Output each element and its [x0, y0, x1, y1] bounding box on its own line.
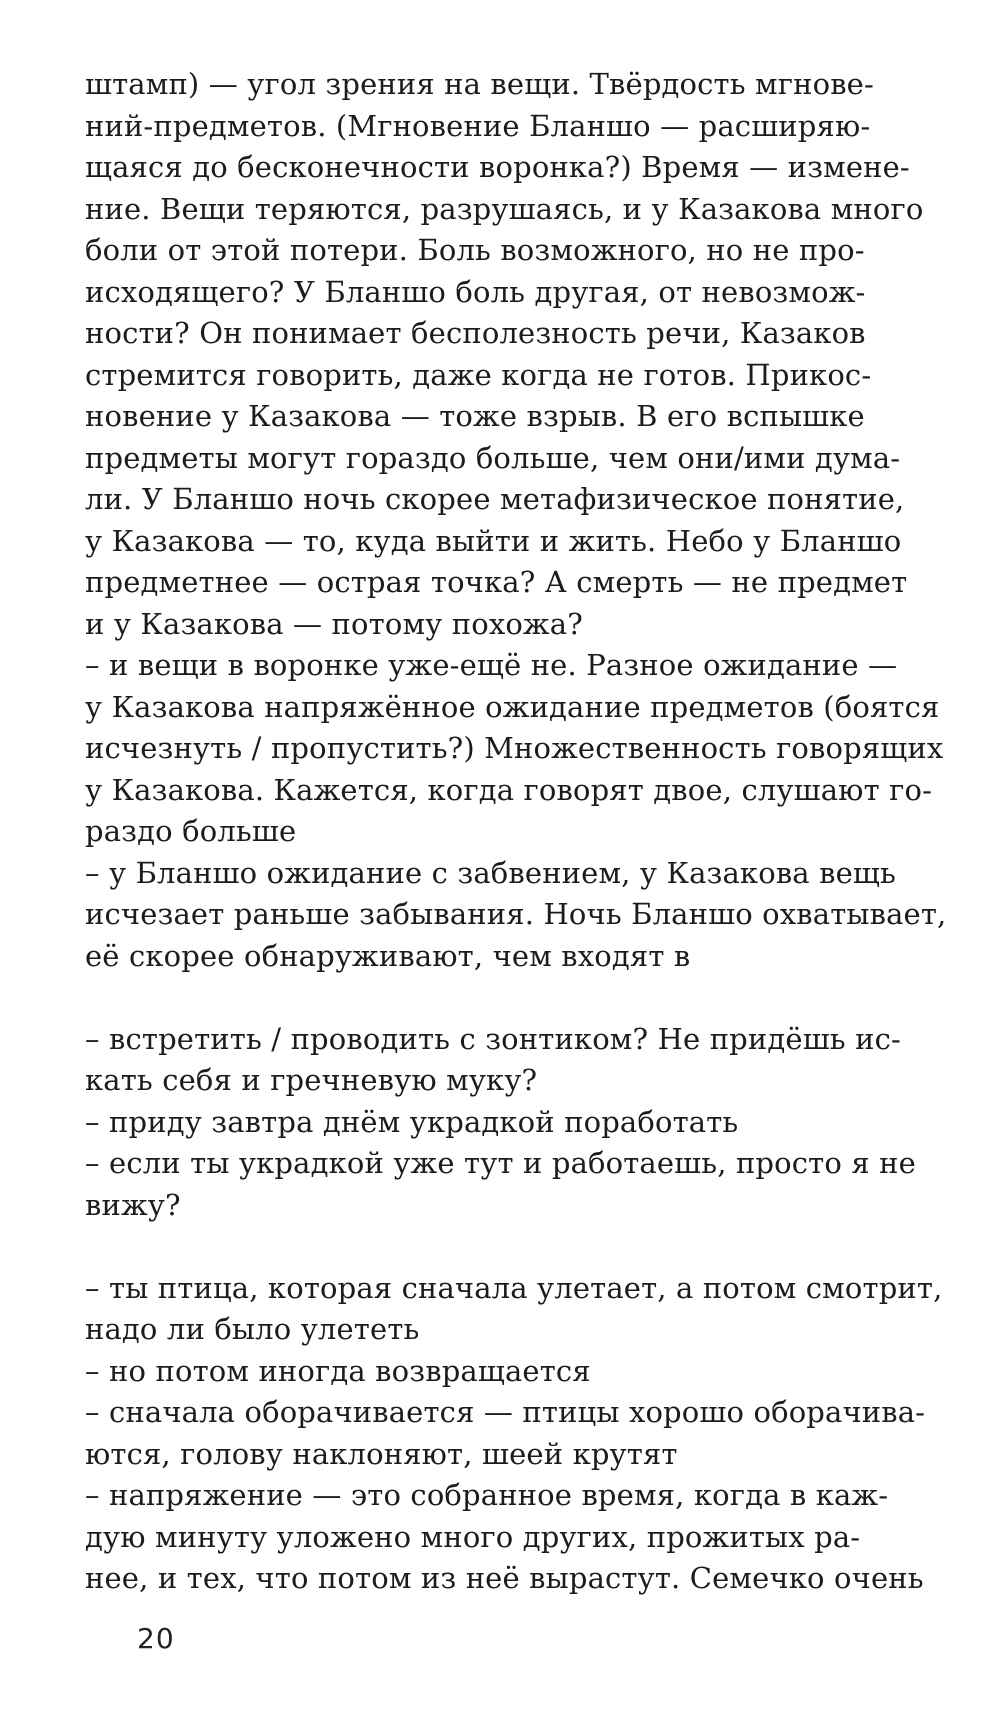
- text-line: ются, голову наклоняют, шеей крутят: [85, 1436, 678, 1471]
- text-line: ние. Вещи теряются, разрушаясь, и у Казакова много: [85, 191, 924, 226]
- paragraph-gap: [85, 1226, 945, 1268]
- text-line: надо ли было улететь: [85, 1312, 420, 1346]
- text-line: боли от этой потери. Боль возможного, но не про-: [85, 233, 865, 267]
- text-line: стремится говорить, даже когда не готов. Прикос-: [85, 357, 872, 392]
- text-line: новение у Казакова — тоже взрыв. В его вспышке: [85, 399, 865, 433]
- text-line: щаяся до бесконечности воронка?) Время — изменe-: [85, 150, 910, 184]
- text-line: предметнее — острая точка? А смерть — не предмет: [85, 565, 908, 599]
- text-line: ности? Он понимает бесполезность речи, Казаков: [85, 316, 866, 350]
- text-line: – но потом иногда возвращается: [85, 1353, 591, 1388]
- text-line: исходящего? У Бланшо боль другая, от невозмож-: [85, 274, 866, 309]
- text-line: у Казакова напряжённое ожидание предметов (боятся: [85, 689, 940, 724]
- text-line: – если ты украдкой уже тут и работаешь, просто я не: [85, 1146, 916, 1180]
- text-line: исчезнуть / пропустить?) Множественность говорящих: [85, 731, 944, 765]
- page-number: 20: [137, 1622, 175, 1655]
- text-line: – приду завтра днём украдкой поработать: [85, 1104, 739, 1139]
- text-line: у Казакова. Кажется, когда говорят двое, слушают го-: [85, 772, 933, 807]
- text-line: вижу?: [85, 1187, 181, 1222]
- text-line: кать себя и гречневую муку?: [85, 1063, 538, 1097]
- text-line: – сначала оборачивается — птицы хорошо оборачива-: [85, 1395, 926, 1429]
- text-line: раздо больше: [85, 814, 297, 848]
- text-line: – встретить / проводить с зонтиком? Не придёшь ис-: [85, 1021, 901, 1056]
- text-line: дую минуту уложено много других, прожитых ра-: [85, 1519, 861, 1554]
- text-line: ний-предметов. (Мгновение Бланшо — расширяю-: [85, 108, 871, 143]
- text-line: – напряжение — это собранное время, когда в каж-: [85, 1478, 889, 1512]
- text-line: ли. У Бланшо ночь скорее метафизическое понятие,: [85, 482, 905, 516]
- text-line: – ты птица, которая сначала улетает, а потом смотрит,: [85, 1270, 943, 1305]
- text-line: – и вещи в воронке уже-ещё не. Разное ожидание —: [85, 648, 898, 682]
- text-line: штамп) — угол зрения на вещи. Твёрдость мгнове-: [85, 67, 874, 101]
- text-line: – у Бланшо ожидание с забвением, у Казакова вещь: [85, 855, 896, 890]
- text-line: нее, и тех, что потом из неё вырастут. Семечко очень: [85, 1561, 924, 1595]
- text-line: предметы могут гораздо больше, чем они/ими дума-: [85, 440, 901, 475]
- body-text: [85, 64, 945, 1600]
- text-line: и у Казакова — потому похожа?: [85, 606, 583, 641]
- paragraph-gap: [85, 977, 945, 1019]
- text-line: исчезает раньше забывания. Ночь Бланшо охватывает,: [85, 897, 947, 931]
- text-line: её скорее обнаруживают, чем входят в: [85, 938, 691, 973]
- text-line: у Казакова — то, куда выйти и жить. Небо у Бланшо: [85, 523, 902, 558]
